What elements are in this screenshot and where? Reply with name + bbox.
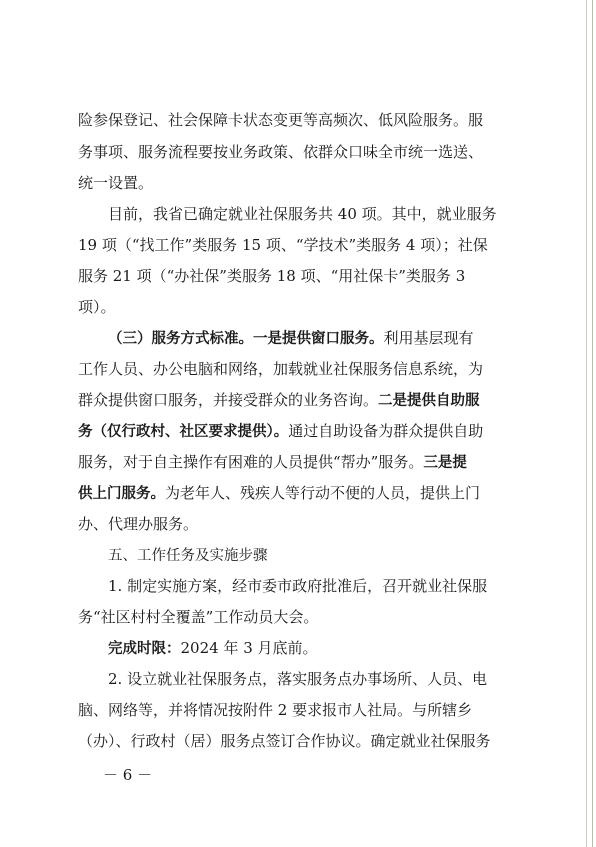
body-line (78, 421, 483, 441)
body-line (78, 700, 472, 720)
section-heading (108, 545, 268, 565)
text-run: 利用基层现有 (383, 329, 474, 347)
text-run: 务“社区村村全覆盖”工作动员大会。 (78, 608, 319, 626)
text-run: 1. 制定实施方案，经市委市政府批准后，召开就业社保服 (108, 577, 488, 595)
text-run: 群众提供窗口服务，并接受群众的业务咨询。 (78, 391, 379, 409)
body-line (78, 483, 480, 503)
text-run: 办、代理办服务。 (78, 515, 199, 533)
body-line (78, 235, 488, 255)
text-run: 为老年人、残疾人等行动不便的人员，提供上门 (165, 484, 481, 502)
text-run: 2024 年 3 月底前。 (180, 639, 318, 657)
page-number: － 6 － (103, 766, 153, 784)
text-run: 通过自助设备为群众提供自助 (288, 422, 484, 440)
text-run: 服务，对于自主操作有困难的人员提供“帮办”服务。 (78, 453, 424, 471)
text-run: 脑、网络等，并将情况按附件 2 要求报市人社局。与所辖乡 (78, 701, 473, 719)
body-line (78, 142, 483, 162)
body-line (78, 359, 483, 379)
text-run: 服务 21 项（“办社保”类服务 18 项、“用社保卡”类服务 3 (78, 267, 466, 285)
scan-edge-line (592, 0, 593, 847)
bold-text-run: （三）服务方式标准。一是提供窗口服务。 (108, 331, 384, 347)
body-line (108, 328, 474, 348)
body-line (78, 173, 153, 193)
text-run: 统一设置。 (78, 174, 154, 192)
body-line (78, 266, 465, 286)
bold-text-run: 二是提供自助服 (378, 393, 480, 409)
body-line (108, 204, 497, 224)
body-line (108, 638, 318, 658)
bold-text-run: 供上门服务。 (78, 486, 165, 502)
text-run: 工作人员、办公电脑和网络，加载就业社保服务信息系统，为 (78, 360, 484, 378)
bold-text-run: 完成时限： (108, 641, 181, 657)
text-run: 险参保登记、社会保障卡状态变更等高频次、低风险服务。服 (78, 111, 484, 129)
body-line (78, 297, 116, 317)
body-line (78, 607, 318, 627)
body-line (78, 514, 198, 534)
text-run: （办）、行政村（居）服务点签订合作协议。确定就业社保服务 (78, 732, 491, 750)
scan-edge-line (586, 0, 587, 847)
text-run: 目前，我省已确定就业社保服务共 40 项。其中，就业服务 (108, 205, 497, 223)
body-line (78, 731, 491, 751)
body-line (78, 452, 467, 472)
body-line (78, 110, 483, 130)
bold-text-run: 务（仅行政村、社区要求提供）。 (78, 424, 289, 440)
text-run: 项）。 (78, 298, 116, 316)
body-line (108, 576, 487, 596)
text-run: 2. 设立就业社保服务点，落实服务点办事场所、人员、电 (108, 670, 488, 688)
bold-text-run: 三是提 (423, 455, 467, 471)
body-line (108, 669, 487, 689)
text-run: 19 项（“找工作”类服务 15 项、“学技术”类服务 4 项）；社保 (78, 236, 488, 254)
body-line (78, 390, 480, 410)
text-run: 务事项、服务流程要按业务政策、依群众口味全市统一选送、 (78, 143, 484, 161)
heading-text: 五、工作任务及实施步骤 (108, 548, 268, 564)
